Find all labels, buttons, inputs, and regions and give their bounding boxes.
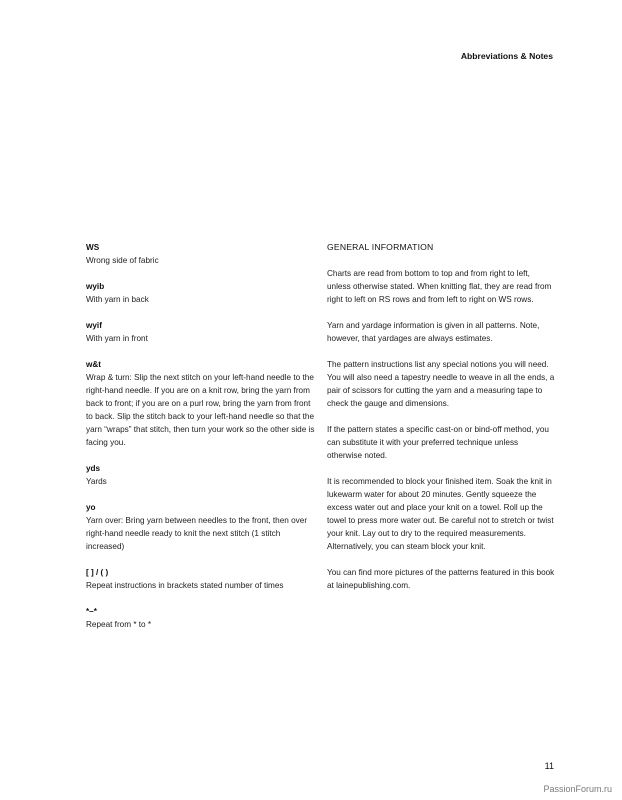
info-paragraph: Charts are read from bottom to top and from right to left, unless otherwise stated. When knitting flat, they are read from right to left on RS rows and from left to right on WS rows. (327, 269, 552, 304)
abbreviation-entry (86, 605, 316, 631)
abbreviation-term: w&t (86, 360, 102, 369)
abbreviation-entry (86, 566, 316, 592)
info-paragraph: It is recommended to block your finished item. Soak the knit in lukewarm water for about 20 minutes. Gently squeeze the excess water out and place your knit on a towel. Roll up the towel to press more water out. Be careful not to stretch or twist your knit. Lay out to dry to the required measurements. Alternatively, you can steam block your knit. (327, 477, 554, 551)
abbreviation-term: *–* (86, 607, 97, 616)
info-paragraph: The pattern instructions list any special notions you will need. You will also need a tapestry needle to weave in all the ends, a pair of scissors for cutting the yarn and a measuring tape to check the gauge and dimensions. (327, 360, 555, 408)
abbreviation-entry (86, 462, 316, 488)
abbreviation-definition: Wrong side of fabric (86, 256, 159, 265)
general-information-column (327, 241, 555, 605)
abbreviation-entry (86, 280, 316, 306)
abbreviations-column (86, 241, 316, 644)
page-header-title: Abbreviations & Notes (460, 51, 553, 61)
abbreviation-definition: Yarn over: Bring yarn between needles to the front, then over right-hand needle ready to knit the next stitch (1 stitch increased) (86, 516, 308, 551)
abbreviation-term: WS (86, 243, 100, 252)
abbreviation-term: [ ] / ( ) (86, 568, 109, 577)
abbreviation-entry (86, 501, 316, 553)
abbreviation-definition: With yarn in front (86, 334, 148, 343)
abbreviation-entry (86, 319, 316, 345)
info-paragraph: Yarn and yardage information is given in all patterns. Note, however, that yardages are always estimates. (327, 321, 540, 343)
abbreviation-definition: Yards (86, 477, 107, 486)
abbreviation-definition: Repeat instructions in brackets stated number of times (86, 581, 284, 590)
page-number: 11 (544, 761, 554, 771)
abbreviation-term: wyif (86, 321, 102, 330)
abbreviation-entry (86, 358, 316, 449)
abbreviation-definition: With yarn in back (86, 295, 149, 304)
abbreviation-term: yds (86, 464, 101, 473)
info-paragraph: You can find more pictures of the patterns featured in this book at lainepublishing.com. (327, 568, 555, 590)
info-paragraph: If the pattern states a specific cast-on or bind-off method, you can substitute it with your preferred technique unless otherwise noted. (327, 425, 549, 460)
watermark: PassionForum.ru (543, 784, 612, 794)
abbreviation-term: yo (86, 503, 96, 512)
abbreviation-definition: Wrap & turn: Slip the next stitch on your left-hand needle to the right-hand needle. If you are on a knit row, bring the yarn from back to front; if you are on a purl row, bring the yarn from front to back. Slip the stitch back to your left-hand needle so that the yarn “wraps” that stitch, then turn your work so the other side is facing you. (86, 373, 315, 447)
abbreviation-entry (86, 241, 316, 267)
abbreviation-term: wyib (86, 282, 105, 291)
abbreviation-definition: Repeat from * to * (86, 620, 152, 629)
general-information-title: GENERAL INFORMATION (327, 242, 434, 252)
